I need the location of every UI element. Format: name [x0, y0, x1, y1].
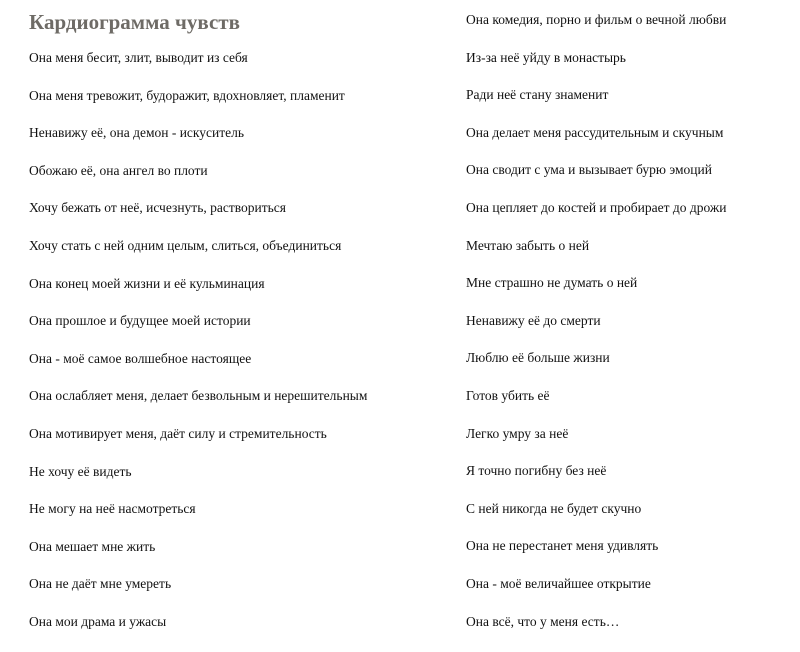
right-column [466, 10, 726, 649]
poem-line: Она всё, что у меня есть… [466, 613, 620, 629]
poem-line: Она комедия, порно и фильм о вечной любви [466, 12, 727, 27]
poem-line: Ненавижу её до смерти [466, 312, 601, 328]
poem-line: Она мешает мне жить [29, 538, 156, 554]
poem-line: Из-за неё уйду в монастырь [466, 49, 626, 65]
poem-line: Она цепляет до костей и пробирает до дрожи [466, 199, 727, 215]
poem-line: Она не перестанет меня удивлять [466, 538, 659, 554]
poem-line: Она делает меня рассудительным и скучным [466, 124, 724, 140]
poem-line: Не могу на неё насмотреться [29, 501, 196, 517]
poem-line: Не хочу её видеть [29, 463, 132, 479]
poem-line: Я точно погибну без неё [466, 463, 607, 479]
poem-line: Она мотивирует меня, даёт силу и стремительность [29, 425, 327, 441]
poem-line: Она сводит с ума и вызывает бурю эмоций [466, 162, 712, 178]
poem-line: Люблю её больше жизни [466, 350, 610, 366]
poem-line: Хочу стать с ней одним целым, слиться, объединиться [29, 237, 342, 253]
poem-line: Она прошлое и будущее моей истории [29, 313, 251, 329]
poem-line: Она конец моей жизни и её кульминация [29, 275, 265, 291]
poem-line: Она мои драма и ужасы [29, 613, 167, 629]
poem-line: Она меня тревожит, будоражит, вдохновляет, пламенит [29, 87, 345, 103]
poem-line: Она меня бесит, злит, выводит из себя [29, 50, 248, 65]
poem-line: Обожаю её, она ангел во плоти [29, 162, 208, 178]
poem-line: Ненавижу её, она демон - искуситель [29, 125, 245, 141]
poem-title: Кардиограмма чувств [29, 10, 240, 34]
poem-line: Она не даёт мне умереть [29, 576, 172, 592]
poem-line: Она ослабляет меня, делает безвольным и нерешительным [29, 388, 368, 404]
poem-line: Легко умру за неё [466, 425, 569, 441]
left-column [29, 48, 367, 650]
poem-line: Ради неё стану знаменит [466, 87, 609, 103]
poem-line: Мне страшно не думать о ней [466, 275, 638, 291]
poem-line: Она - моё величайшее открытие [466, 575, 651, 591]
poem-line: С ней никогда не будет скучно [466, 500, 642, 516]
poem-line: Мечтаю забыть о ней [466, 237, 590, 253]
poem-line: Она - моё самое волшебное настоящее [29, 350, 252, 366]
poem-line: Готов убить её [466, 387, 550, 403]
poem-line: Хочу бежать от неё, исчезнуть, раствориться [29, 200, 287, 216]
